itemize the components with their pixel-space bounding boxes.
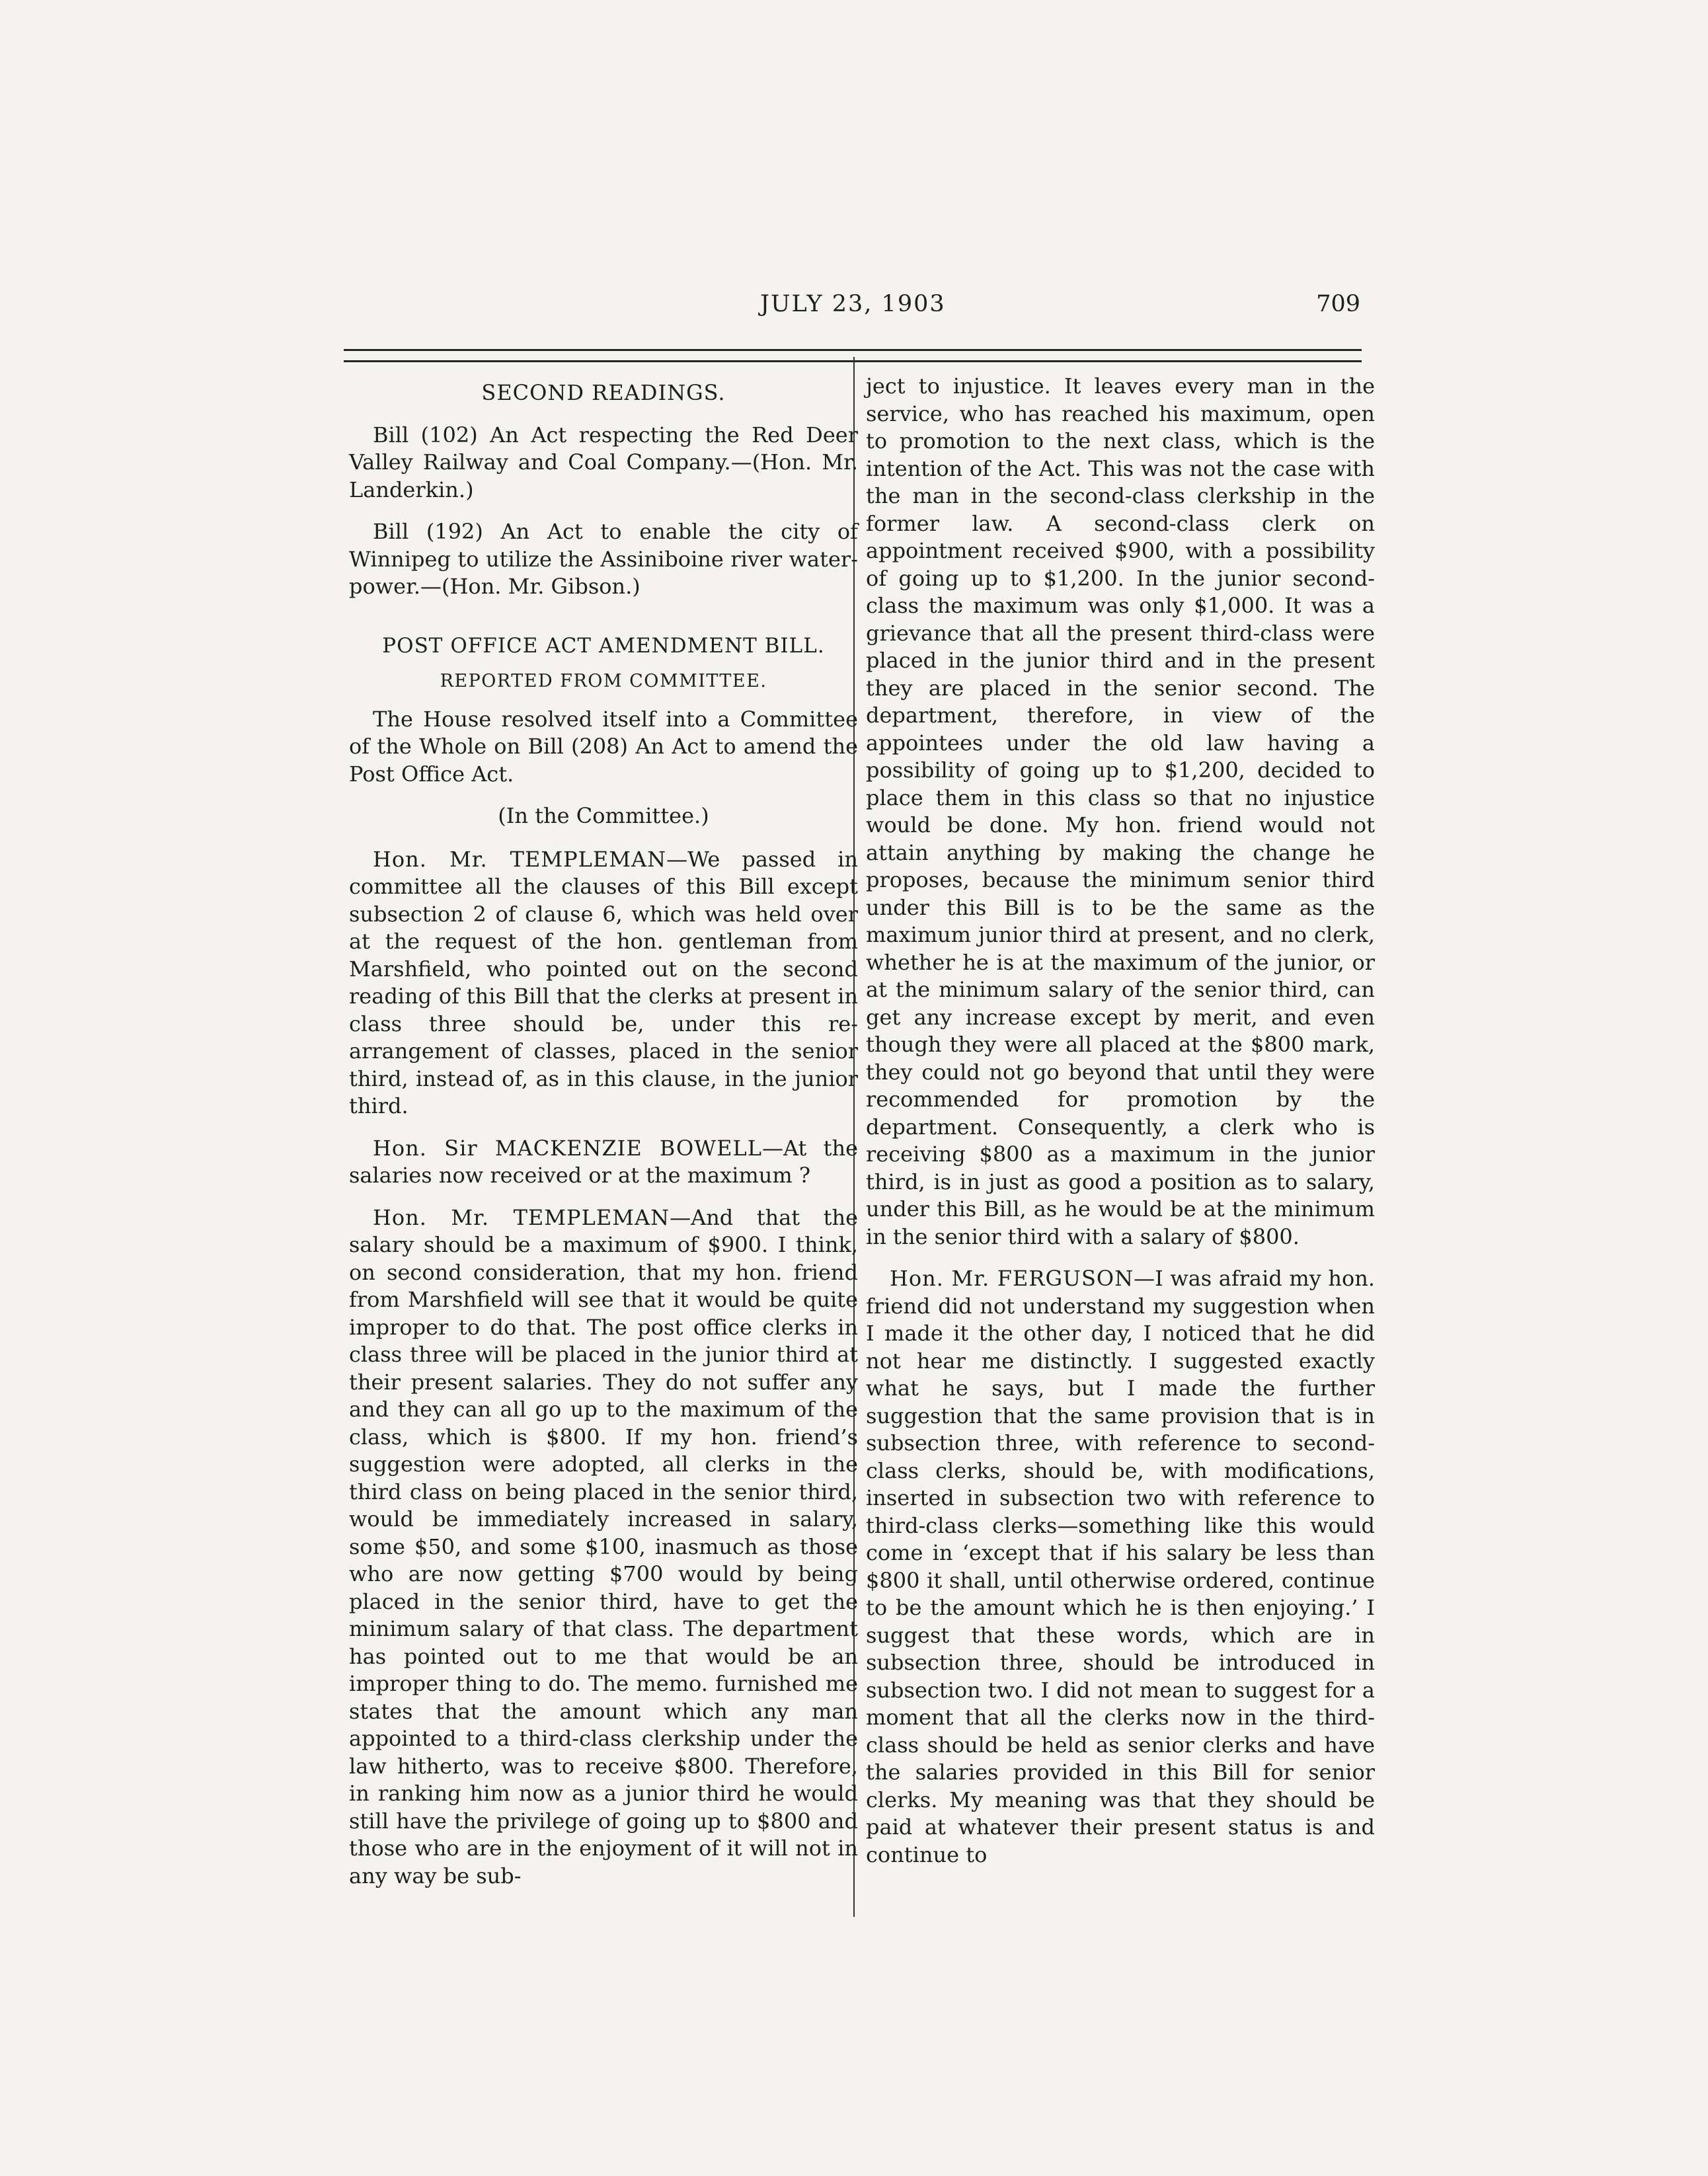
bill-192-paragraph: Bill (192) An Act to enable the city of Winnipeg to utilize the Assiniboine river water-power.—(Hon. Mr. Gibson.) — [349, 519, 858, 599]
in-committee-note: (In the Committee.) — [498, 803, 709, 828]
page-number: 709 — [1316, 291, 1360, 317]
house-resolved-paragraph: The House resolved itself into a Committee of the Whole on Bill (208) An Act to amend the Post Office Act. — [349, 706, 858, 787]
left-column — [349, 373, 858, 1904]
templeman-speech-2 — [349, 1204, 858, 1890]
right-column — [866, 373, 1375, 1883]
speech-text: —And that the salary should be a maximum of $900. I think, on second consideration, that my hon. friend from Marshfield will see that it would be quite improper to do that. The post office clerks in class three will be placed in the junior third at their present salaries. They do not suffer any and they can all go up to the maximum of the class, which is $800. If my hon. friend’s suggestion were adopted, all clerks in the third class on being placed in the senior third, would be immediately increased in salary, some $50, and some $100, inasmuch as those who are now getting $700 would by being placed in the senior third, have to get the minimum salary of that class. The department has pointed out to me that would be an improper thing to do. The memo. furnished me states that the amount which any man appointed to a third-class clerkship under the law hitherto, was to receive $800. Therefore, in ranking him now as a junior third he would still have the privilege of going up to $800 and those who are in the enjoyment of it will not in any way be sub- — [349, 1204, 859, 1888]
running-head — [344, 291, 1362, 330]
header-double-rule — [344, 349, 1362, 362]
speaker-name: Hon. Mr. TEMPLEMAN — [373, 1204, 670, 1230]
post-office-heading: POST OFFICE ACT AMENDMENT BILL. — [382, 633, 825, 658]
speech-text: —I was afraid my hon. friend did not understand my suggestion when I made it the other day, I noticed that he did not hear me distinctly. I suggested exactly what he says, but I made the further suggestion that the same provision that is in subsection three, with reference to second-class clerks, should be, with modifications, inserted in subsection two with reference to third-class clerks—something like this would come in ‘except that if his salary be less than $800 it shall, until otherwise ordered, continue to be the amount which he is then enjoying.’ I suggest that these words, which are in subsection three, should be introduced in subsection two. I did not mean to suggest for a moment that all the clerks now in the third-class should be held as senior clerks and have the salaries provided in this Bill for senior clerks. My meaning was that they should be paid at whatever their present status is and continue to — [866, 1266, 1376, 1867]
speech-text: —At the salaries now received or at the maximum ? — [349, 1135, 859, 1188]
second-readings-heading: SECOND READINGS. — [481, 380, 726, 405]
bill-102-paragraph: Bill (102) An Act respecting the Red Deer Valley Railway and Coal Company.—(Hon. Mr. Landerkin.) — [349, 422, 858, 502]
speaker-name: Hon. Sir MACKENZIE BOWELL — [373, 1135, 762, 1161]
speaker-name: Hon. Mr. TEMPLEMAN — [373, 846, 667, 872]
speaker-name: Hon. Mr. FERGUSON — [890, 1266, 1134, 1291]
page-date: JULY 23, 1903 — [760, 291, 946, 317]
ferguson-speech — [866, 1265, 1375, 1869]
templeman-speech-continuation: ject to injustice. It leaves every man in the service, who has reached his maximum, open to promotion to the next class, which is the intention of the Act. This was not the case with the man in the second-class clerkship in the former law. A second-class clerk on appointment received $900, with a possibility of going up to $1,200. In the junior second-class the maximum was only $1,000. It was a grievance that all the present third-class were placed in the junior third and in the present they are placed in the senior second. The department, therefore, in view of the appointees under the old law having a possibility of going up to $1,200, decided to place them in this class so that no injustice would be done. My hon. friend would not attain anything by making the change he proposes, because the minimum senior third under this Bill is to be the same as the maximum junior third at present, and no clerk, whether he is at the maximum of the junior, or at the minimum salary of the senior third, can get any increase except by merit, and even though they were all placed at the $800 mark, they could not go beyond that until they were recommended for promotion by the department. Consequently, a clerk who is receiving $800 as a maximum in the junior third, is in just as good a position as to salary, under this Bill, as he would be at the minimum in the senior third with a salary of $800. — [866, 373, 1375, 1249]
templeman-speech-1 — [349, 846, 858, 1120]
reported-subheading: REPORTED FROM COMMITTEE. — [440, 671, 767, 691]
bowell-speech — [349, 1135, 858, 1190]
speech-text: —We passed in committee all the clauses of this Bill except subsection 2 of clause 6, which was held over at the request of the hon. gentleman from Marshfield, who pointed out on the second reading of this Bill that the clerks at present in class three should be, under this re-arrangement of classes, placed in the senior third, instead of, as in this clause, in the junior third. — [349, 846, 859, 1118]
